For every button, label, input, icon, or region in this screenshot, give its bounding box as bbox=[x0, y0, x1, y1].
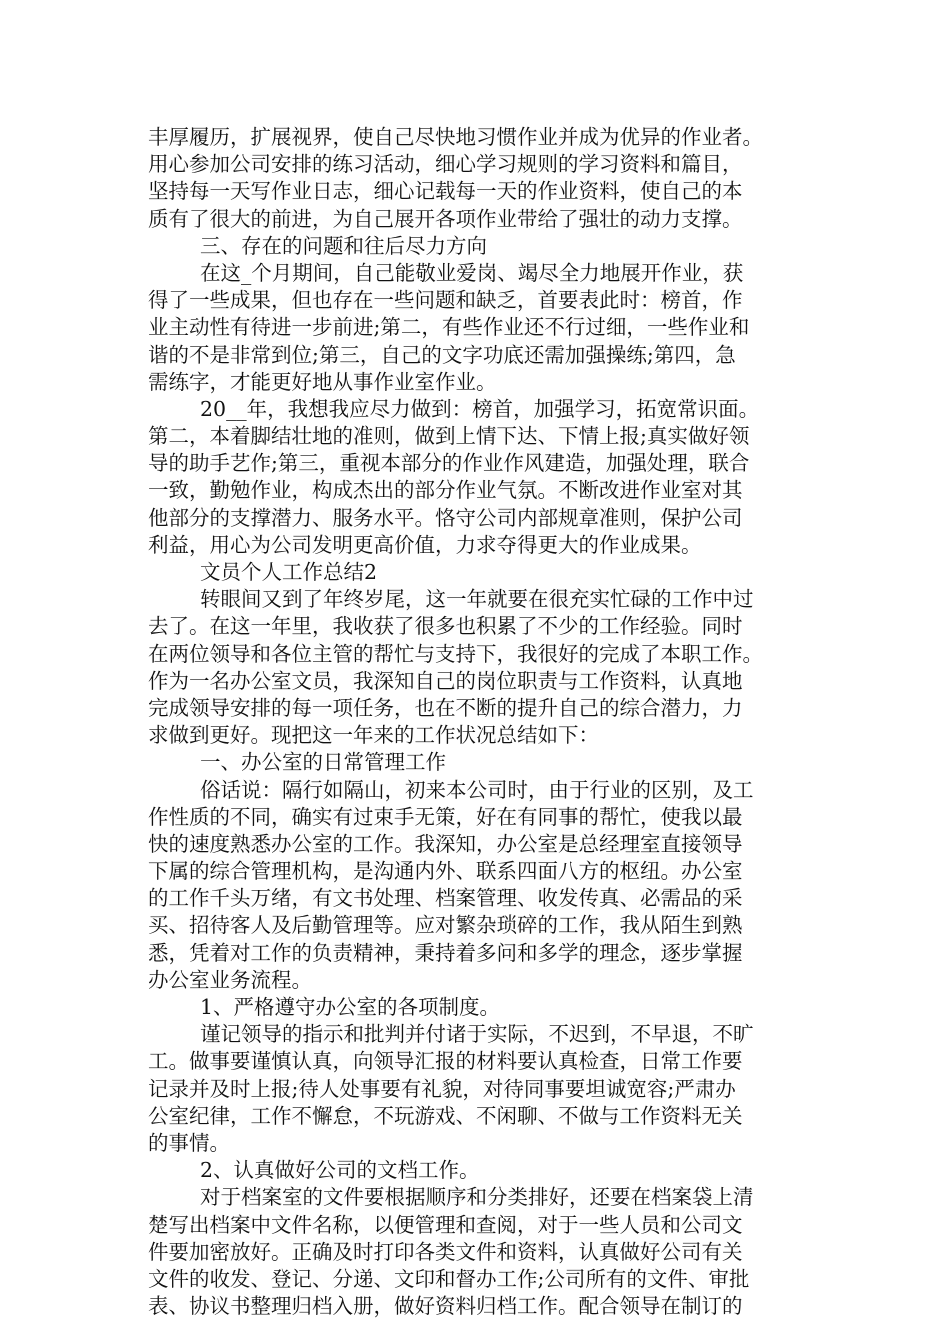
text-line: 谨记领导的指示和批判并付诸于实际，不迟到，不早退，不旷 bbox=[200, 1022, 754, 1047]
text-line: 对于档案室的文件要根据顺序和分类排好，还要在档案袋上清 bbox=[200, 1185, 754, 1210]
text-line: 丰厚履历，扩展视界，使自己尽快地习惯作业并成为优异的作业者。 bbox=[148, 125, 763, 149]
text-line: 的事情。 bbox=[148, 1130, 230, 1155]
text-line: 买、招待客人及后勤管理等。应对繁杂琐碎的工作，我从陌生到熟 bbox=[148, 913, 743, 938]
text-line: 作性质的不同，确实有过束手无策，好在有同事的帮忙，使我以最 bbox=[148, 804, 743, 829]
text-line: 坚持每一天写作业日志，细心记载每一天的作业资料，使自己的本 bbox=[148, 179, 743, 204]
text-line: 俗话说：隔行如隔山，初来本公司时，由于行业的区别，及工 bbox=[200, 777, 754, 802]
text-line: 记录并及时上报;待人处事要有礼貌，对待同事要坦诚宽容;严肃办 bbox=[148, 1076, 736, 1101]
text-line: 在这_个月期间，自己能敬业爱岗、竭尽全力地展开作业，获 bbox=[200, 260, 744, 285]
text-line: 快的速度熟悉办公室的工作。我深知，办公室是总经理室直接领导 bbox=[148, 831, 743, 856]
text-line: 质有了很大的前进，为自己展开各项作业带给了强壮的动力支撑。 bbox=[148, 206, 743, 231]
text-line: 谐的不是非常到位;第三，自己的文字功底还需加强操练;第四，急 bbox=[148, 342, 736, 367]
section-heading: 1、严格遵守办公室的各项制度。 bbox=[200, 995, 501, 1019]
text-line: 在两位领导和各位主管的帮忙与支持下，我很好的完成了本职工作。 bbox=[148, 641, 763, 666]
text-line: 下属的综合管理机构，是沟通内外、联系四面八方的枢纽。办公室 bbox=[148, 859, 743, 884]
text-line: 公室纪律，工作不懈怠，不玩游戏、不闲聊、不做与工作资料无关 bbox=[148, 1103, 743, 1128]
text-line: 用心参加公司安排的练习活动，细心学习规则的学习资料和篇目， bbox=[148, 152, 743, 177]
text-line: 文件的收发、登记、分递、文印和督办工作;公司所有的文件、审批 bbox=[148, 1266, 750, 1291]
text-line: 业主动性有待进一步前进;第二，有些作业还不行过细，一些作业和 bbox=[148, 315, 750, 340]
text-line: 完成领导安排的每一项任务，也在不断的提升自己的综合潜力，力 bbox=[148, 695, 743, 720]
section-heading: 三、存在的问题和往后尽力方向 bbox=[200, 233, 487, 258]
text-line: 去了。在这一年里，我收获了很多也积累了不少的工作经验。同时 bbox=[148, 614, 743, 639]
document-subtitle: 文员个人工作总结2 bbox=[200, 560, 378, 584]
text-line: 的工作千头万绪，有文书处理、档案管理、收发传真、必需品的采 bbox=[148, 886, 743, 911]
section-heading: 一、办公室的日常管理工作 bbox=[200, 750, 446, 775]
text-line: 利益，用心为公司发明更高价值，力求夺得更大的作业成果。 bbox=[148, 532, 702, 557]
text-line: 需练字，才能更好地从事作业室作业。 bbox=[148, 369, 497, 394]
text-line: 他部分的支撑潜力、服务水平。恪守公司内部规章准则，保护公司 bbox=[148, 505, 743, 530]
document-body bbox=[148, 124, 808, 1320]
text-line: 作为一名办公室文员，我深知自己的岗位职责与工作资料，认真地 bbox=[148, 668, 743, 693]
text-line: 一致，勤勉作业，构成杰出的部分作业气氛。不断改进作业室对其 bbox=[148, 478, 743, 503]
text-line: 办公室业务流程。 bbox=[148, 967, 312, 992]
text-line: 工。做事要谨慎认真，向领导汇报的材料要认真检查，日常工作要 bbox=[148, 1049, 743, 1074]
text-line: 表、协议书整理归档入册，做好资料归档工作。配合领导在制订的 bbox=[148, 1294, 743, 1319]
text-line: 导的助手艺作;第三，重视本部分的作业作风建造，加强处理，联合 bbox=[148, 451, 750, 476]
text-line: 求做到更好。现把这一年来的工作状况总结如下： bbox=[148, 723, 599, 748]
text-line: 悉，凭着对工作的负责精神，秉持着多问和多学的理念，逐步掌握 bbox=[148, 940, 743, 965]
text-line: 第二，本着脚结壮地的准则，做到上情下达、下情上报;真实做好领 bbox=[148, 424, 750, 449]
section-heading: 2、认真做好公司的文档工作。 bbox=[200, 1158, 480, 1183]
text-line: 转眼间又到了年终岁尾，这一年就要在很充实忙碌的工作中过 bbox=[200, 587, 754, 612]
text-line: 楚写出档案中文件名称，以便管理和查阅，对于一些人员和公司文 bbox=[148, 1212, 743, 1237]
text-line: 件要加密放好。正确及时打印各类文件和资料，认真做好公司有关 bbox=[148, 1239, 743, 1264]
text-line: 20__年，我想我应尽力做到：榜首，加强学习，拓宽常识面。 bbox=[200, 396, 760, 421]
text-line: 得了一些成果，但也存在一些问题和缺乏，首要表此时：榜首，作 bbox=[148, 288, 743, 313]
